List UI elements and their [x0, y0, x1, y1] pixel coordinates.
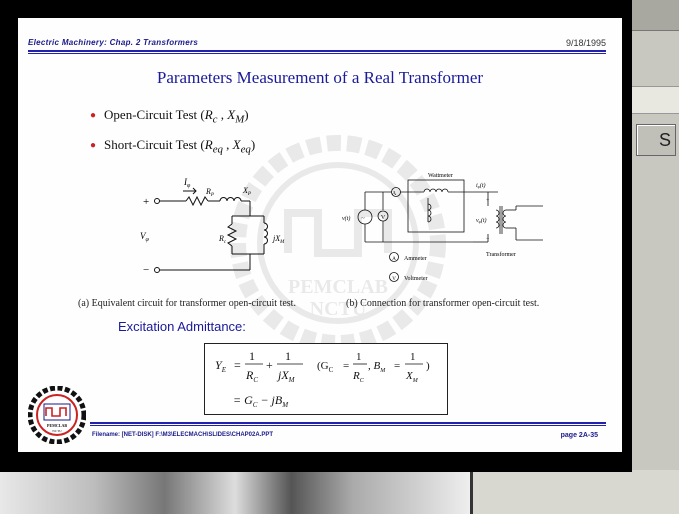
reactance-xp-label: $X_P$	[243, 186, 251, 197]
desktop-window-strip	[632, 86, 679, 114]
source-label: v(t)	[342, 216, 351, 222]
background-photo-border	[470, 470, 473, 514]
wattmeter-label: Wattmeter	[428, 173, 453, 179]
excitation-admittance-heading: Excitation Admittance:	[118, 319, 246, 334]
formula-jxm: $jX_M$	[278, 368, 295, 384]
resistor-rc-label: $R_c$	[219, 234, 227, 245]
bullet-open-circuit	[90, 107, 249, 126]
test-connection-diagram	[338, 170, 578, 290]
bullet-symbol: R	[204, 137, 213, 152]
reactance-jxm-label: $jX_M$	[273, 234, 285, 245]
footer-rule	[90, 422, 606, 424]
formula-numerator-2: 1	[285, 349, 291, 363]
legend-voltmeter: Voltmeter	[404, 276, 428, 282]
voltmeter-symbol: V	[380, 215, 386, 221]
equivalent-circuit-diagram	[118, 166, 318, 286]
bullet-dot: ●	[90, 110, 97, 121]
bullet-text: Open-Circuit Test (	[104, 107, 205, 122]
voltage-minus: −	[486, 236, 490, 242]
bullet-short-circuit	[90, 137, 255, 156]
bullet-subscript: M	[235, 113, 245, 126]
formula-bm-equals: =	[394, 360, 401, 372]
bullet-subscript: eq	[240, 143, 251, 156]
formula-numerator-4: 1	[410, 351, 416, 363]
formula-line-2: = $G_C - jB_M$	[233, 393, 289, 409]
header-date: 9/18/1995	[565, 38, 606, 48]
formula-numerator-3: 1	[356, 351, 362, 363]
source-symbol: ~	[361, 216, 365, 222]
transformer-label: Transformer	[486, 252, 516, 258]
bullet-text: )	[250, 137, 256, 152]
voltage-label: vφ(t)	[476, 218, 487, 224]
legend-ammeter: Ammeter	[404, 256, 427, 262]
bullet-subscript: eq	[212, 143, 223, 156]
bullet-text: Short-Circuit Test (	[104, 137, 205, 152]
bullet-dot: ●	[90, 140, 97, 151]
logo-text-2: NCTU	[52, 429, 62, 433]
bullet-symbol: R	[204, 107, 213, 122]
pemclab-logo	[28, 386, 86, 444]
formula-gc: ($G_C$	[317, 360, 334, 374]
bullet-symbol: X	[227, 107, 236, 122]
bullet-separator: ,	[222, 137, 233, 152]
watermark-text-2: NCTU	[309, 298, 367, 320]
header-rule-thin	[28, 53, 606, 54]
legend-ammeter-symbol: A	[392, 257, 396, 262]
bullet-symbol: X	[232, 137, 241, 152]
desktop-button-label: S	[658, 129, 671, 150]
admittance-formula	[204, 343, 448, 415]
voltage-plus: +	[486, 198, 490, 204]
bullet-separator: ,	[217, 107, 228, 122]
watermark-text-1: PEMCLAB	[288, 276, 388, 298]
formula-numerator-1: 1	[249, 349, 255, 363]
formula-bm: , $B_M$	[368, 360, 386, 374]
formula-rc: $R_C$	[246, 368, 259, 384]
resistor-rp-label: $R_P$	[206, 187, 214, 198]
bullet-subscript: c	[212, 113, 218, 126]
ammeter-symbol: A	[391, 191, 397, 197]
formula-lhs: $Y_E$	[215, 358, 226, 374]
formula-gc-equals: =	[343, 360, 350, 372]
legend-voltmeter-symbol: V	[392, 277, 396, 282]
slide-title: Parameters Measurement of a Real Transformer	[156, 68, 484, 87]
desktop-window-titlebar	[632, 0, 679, 31]
formula-equals: =	[234, 358, 241, 372]
circuit-minus: −	[143, 264, 150, 276]
voltage-label: $V_\varphi$	[140, 231, 149, 243]
bullet-text: )	[244, 107, 249, 122]
formula-rc-2: $R_C$	[353, 370, 364, 384]
header-rule	[28, 50, 606, 52]
background-photo	[0, 470, 470, 514]
current-label: $I_\varphi$	[184, 177, 191, 189]
formula-plus: +	[266, 358, 273, 372]
caption-connection: (b) Connection for transformer open-circuit test.	[346, 298, 540, 309]
slide	[18, 18, 622, 452]
header-course: Electric Machinery: Chap. 2 Transformers	[28, 38, 199, 47]
caption-equivalent-circuit: (a) Equivalent circuit for transformer open-circuit test.	[78, 298, 296, 309]
logo-text-1: PEMCLAB	[47, 423, 67, 428]
desktop-background	[632, 0, 679, 514]
current-label: iφ(t)	[476, 183, 486, 189]
formula-close-paren: )	[426, 360, 430, 372]
footer-rule-thin	[90, 425, 606, 426]
desktop-button[interactable]	[636, 124, 676, 156]
formula-xm: $X_M$	[406, 370, 418, 384]
footer-filename: Filename: [NET-DISK] F:\M3\ELECMACH\SLIDES\CHAP02A.PPT	[92, 432, 274, 438]
footer-page-number: page 2A-35	[560, 432, 598, 439]
circuit-plus: +	[143, 196, 150, 208]
